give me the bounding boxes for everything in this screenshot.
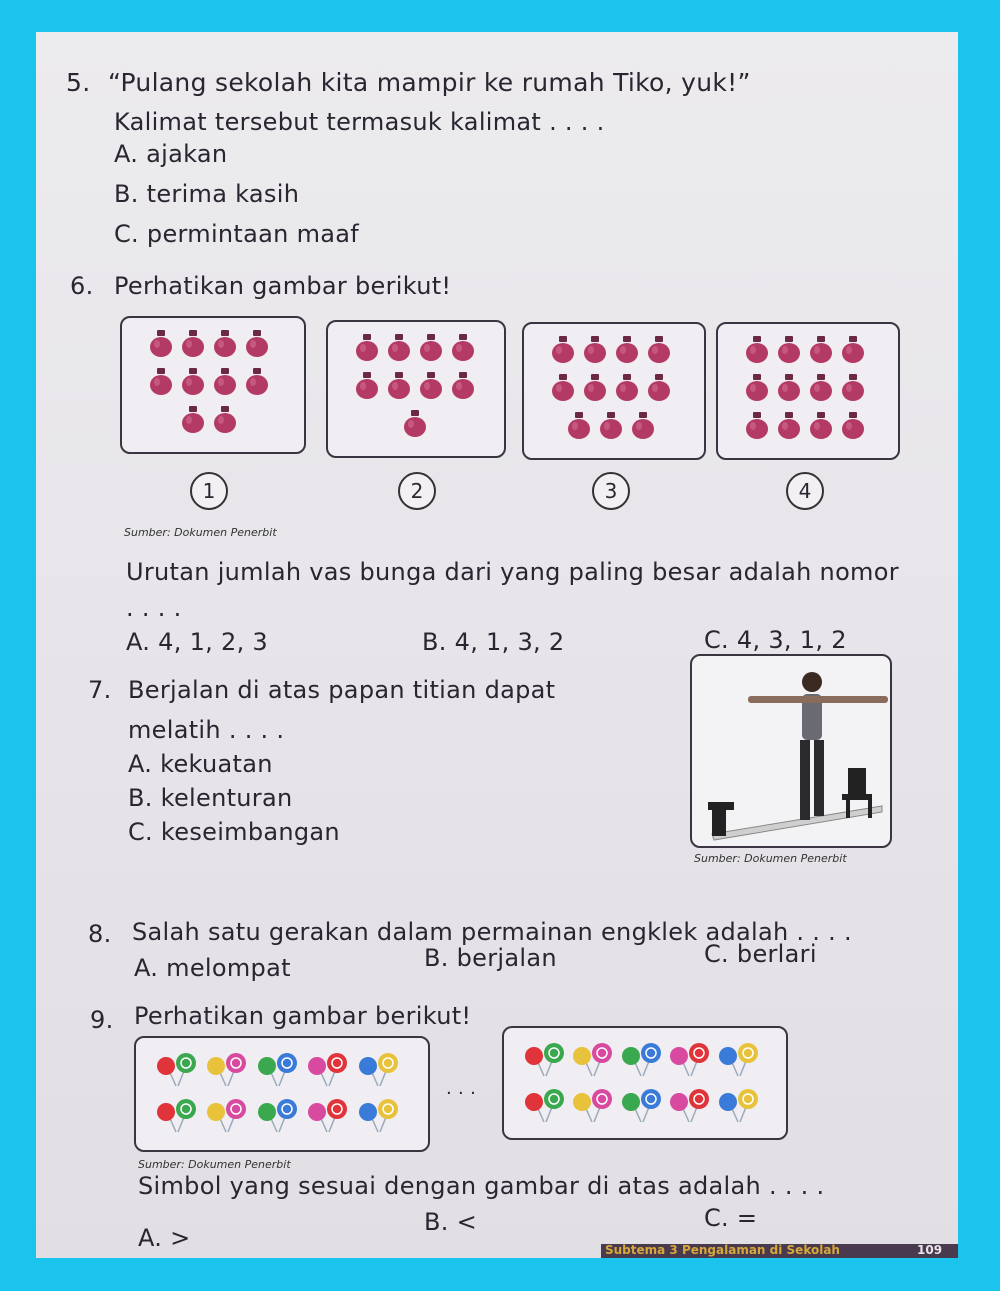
q9-option-c[interactable]: C. = [704,1204,758,1232]
vase-icon [245,368,269,396]
vase-icon [551,336,575,364]
vase-icon [403,410,427,438]
vase-icon [451,372,475,400]
q5-prompt: Kalimat tersebut termasuk kalimat . . . . [114,108,605,136]
q9-option-b[interactable]: B. < [424,1208,478,1236]
q8-option-b[interactable]: B. berjalan [424,944,557,972]
footer-subtema: Subtema 3 Pengalaman di Sekolah [605,1243,840,1257]
q6-option-b[interactable]: B. 4, 1, 3, 2 [422,628,565,656]
q6-question: Perhatikan gambar berikut! [114,272,452,300]
vase-icon [419,372,443,400]
vase-icon [809,336,833,364]
vase-icon [777,336,801,364]
q8-question: Salah satu gerakan dalam permainan engklek adalah . . . . [132,918,852,946]
lollipop-icon [619,1088,665,1128]
lollipop-icon [305,1098,351,1138]
vase-icon [149,368,173,396]
lollipop-icon [619,1042,665,1082]
lollipop-panel-left [134,1036,430,1152]
vase-icon [745,374,769,402]
lollipop-panel-right [502,1026,788,1140]
page-footer [601,1244,958,1258]
vase-icon [355,372,379,400]
vase-icon [647,336,671,364]
vase-icon [599,412,623,440]
vase-icon [583,336,607,364]
vase-icon [777,374,801,402]
vase-icon [841,336,865,364]
lollipop-icon [204,1098,250,1138]
vase-icon [355,334,379,362]
q7-option-c[interactable]: C. keseimbangan [128,818,340,846]
panel-label-3: 3 [592,472,630,510]
vase-icon [451,334,475,362]
q9-number: 9. [90,1006,114,1034]
lollipop-icon [305,1052,351,1092]
lollipop-icon [716,1042,762,1082]
lollipop-icon [570,1042,616,1082]
vase-icon [213,330,237,358]
vase-icon [551,374,575,402]
q7-source: Sumber: Dokumen Penerbit [694,852,847,865]
panel-label-1: 1 [190,472,228,510]
vase-icon [615,374,639,402]
q9-option-a[interactable]: A. > [138,1224,191,1252]
vase-icon [745,412,769,440]
vase-icon [213,368,237,396]
vase-icon [777,412,801,440]
q5-number: 5. [66,68,91,97]
footer-page-number: 109 [917,1243,943,1257]
q5-option-a[interactable]: A. ajakan [114,140,228,168]
girl-on-beam-illustration [692,656,890,846]
q6-number: 6. [70,272,94,300]
lollipop-icon [154,1098,200,1138]
lollipop-icon [570,1088,616,1128]
comparison-placeholder: . . . [446,1078,477,1099]
vase-panel-4 [716,322,900,460]
vase-icon [615,336,639,364]
q9-source: Sumber: Dokumen Penerbit [138,1158,291,1171]
vase-panel-3 [522,322,706,460]
lollipop-icon [255,1098,301,1138]
lollipop-icon [522,1042,568,1082]
vase-icon [647,374,671,402]
vase-icon [213,406,237,434]
vase-icon [841,374,865,402]
lollipop-icon [356,1098,402,1138]
q6-option-a[interactable]: A. 4, 1, 2, 3 [126,628,269,656]
lollipop-icon [522,1088,568,1128]
vase-icon [245,330,269,358]
q6-prompt-dots: . . . . [126,594,182,622]
q5-option-b[interactable]: B. terima kasih [114,180,300,208]
panel-label-4: 4 [786,472,824,510]
vase-icon [841,412,865,440]
vase-icon [583,374,607,402]
lollipop-icon [154,1052,200,1092]
vase-icon [181,330,205,358]
q8-option-c[interactable]: C. berlari [704,940,817,968]
balance-beam-photo [690,654,892,848]
q5-question: “Pulang sekolah kita mampir ke rumah Tiko, yuk!” [108,68,751,97]
vase-icon [149,330,173,358]
vase-icon [809,374,833,402]
vase-icon [181,368,205,396]
vase-icon [387,372,411,400]
lollipop-icon [255,1052,301,1092]
lollipop-icon [667,1042,713,1082]
q9-question: Perhatikan gambar berikut! [134,1002,472,1030]
lollipop-icon [716,1088,762,1128]
q7-option-a[interactable]: A. kekuatan [128,750,273,778]
vase-icon [809,412,833,440]
vase-panel-1 [120,316,306,454]
q7-number: 7. [88,676,112,704]
q7-option-b[interactable]: B. kelenturan [128,784,293,812]
q7-question-cont: melatih . . . . [128,716,285,744]
vase-icon [631,412,655,440]
vase-icon [181,406,205,434]
vase-icon [567,412,591,440]
q7-question: Berjalan di atas papan titian dapat [128,676,556,704]
lollipop-icon [356,1052,402,1092]
vase-panel-2 [326,320,506,458]
q6-source: Sumber: Dokumen Penerbit [124,526,277,539]
q8-number: 8. [88,920,112,948]
q6-option-c[interactable]: C. 4, 3, 1, 2 [704,626,847,654]
q8-option-a[interactable]: A. melompat [134,954,291,982]
panel-label-2: 2 [398,472,436,510]
lollipop-icon [204,1052,250,1092]
vase-icon [387,334,411,362]
q5-option-c[interactable]: C. permintaan maaf [114,220,360,248]
q9-prompt: Simbol yang sesuai dengan gambar di atas adalah . . . . [138,1172,825,1200]
lollipop-icon [667,1088,713,1128]
vase-icon [745,336,769,364]
q6-prompt: Urutan jumlah vas bunga dari yang paling besar adalah nomor [126,558,899,586]
worksheet-page [36,32,958,1258]
vase-icon [419,334,443,362]
